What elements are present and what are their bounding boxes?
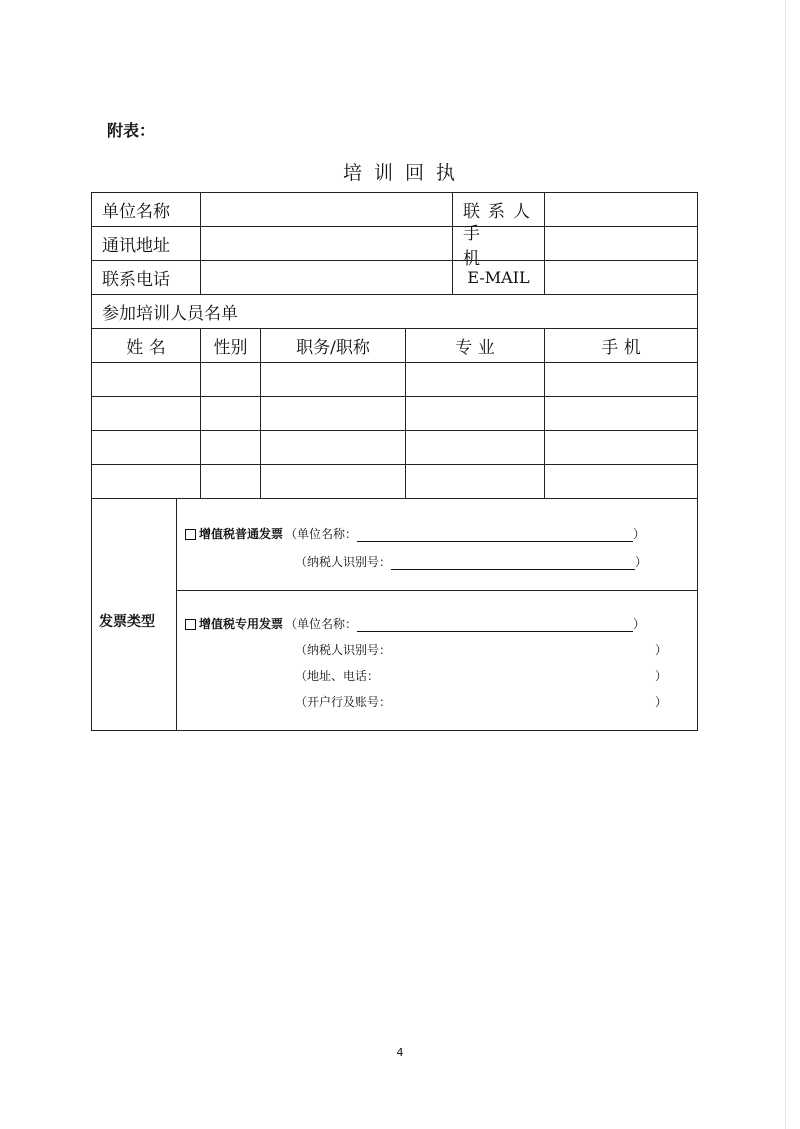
appendix-label: 附表： [107, 121, 156, 140]
col-header-major: 专 业 [405, 328, 545, 363]
table-cell[interactable] [200, 362, 261, 397]
ordinary-taxpayer-id-label: （纳税人识别号： [295, 555, 392, 569]
document-title: 培训回执 [342, 162, 467, 184]
special-unit-close: ） [633, 617, 646, 631]
special-invoice-unit-line [185, 615, 645, 632]
special-invoice-block [176, 590, 698, 731]
table-cell[interactable] [260, 362, 406, 397]
mobile-label: 手机 [452, 226, 545, 261]
special-taxid-close: ） [655, 643, 668, 657]
training-receipt-form [91, 192, 698, 731]
address-field[interactable] [200, 226, 453, 261]
ordinary-invoice-taxid-line [295, 553, 647, 570]
special-bank-account-label: （开户行及账号： [295, 695, 392, 709]
special-bank-line [295, 693, 391, 710]
special-invoice-checkbox[interactable] [185, 619, 196, 630]
table-cell[interactable] [91, 362, 201, 397]
table-cell[interactable] [200, 464, 261, 499]
unit-name-label: 单位名称 [91, 192, 201, 227]
col-header-gender: 性别 [200, 328, 261, 363]
special-address-close: ） [655, 669, 668, 683]
special-invoice-name: 增值税专用发票 [199, 617, 284, 631]
table-cell[interactable] [544, 464, 698, 499]
table-cell[interactable] [405, 464, 545, 499]
ordinary-unit-name-blank[interactable] [357, 529, 633, 542]
table-cell[interactable] [405, 362, 545, 397]
mobile-field[interactable] [544, 226, 698, 261]
special-address-line [295, 667, 379, 684]
table-cell[interactable] [91, 396, 201, 431]
ordinary-taxid-close: ） [635, 555, 648, 569]
table-cell[interactable] [260, 430, 406, 465]
table-cell[interactable] [544, 396, 698, 431]
address-label: 通讯地址 [91, 226, 201, 261]
special-bank-close: ） [655, 695, 668, 709]
table-cell[interactable] [544, 362, 698, 397]
phone-label: 联系电话 [91, 260, 201, 295]
ordinary-unit-close: ） [633, 527, 646, 541]
phone-field[interactable] [200, 260, 453, 295]
ordinary-unit-name-label: （单位名称： [285, 527, 358, 541]
unit-name-field[interactable] [200, 192, 453, 227]
special-taxid-line [295, 641, 391, 658]
ordinary-taxpayer-id-blank[interactable] [391, 557, 635, 570]
invoice-type-label-cell [91, 498, 177, 731]
col-header-mobile: 手 机 [544, 328, 698, 363]
email-label: E-MAIL [452, 260, 545, 295]
ordinary-invoice-unit-line [185, 525, 645, 542]
col-header-position: 职务/职称 [260, 328, 406, 363]
invoice-section [91, 498, 698, 731]
ordinary-invoice-checkbox[interactable] [185, 529, 196, 540]
table-cell[interactable] [91, 430, 201, 465]
table-cell[interactable] [260, 396, 406, 431]
table-cell[interactable] [200, 396, 261, 431]
contact-person-field[interactable] [544, 192, 698, 227]
special-address-phone-label: （地址、电话： [295, 669, 380, 683]
special-taxpayer-id-label: （纳税人识别号： [295, 643, 392, 657]
table-cell[interactable] [405, 396, 545, 431]
special-unit-name-blank[interactable] [357, 619, 633, 632]
col-header-name: 姓 名 [91, 328, 201, 363]
contact-person-label: 联系人 [452, 192, 545, 227]
attendees-section-label: 参加培训人员名单 [91, 294, 698, 329]
table-cell[interactable] [91, 464, 201, 499]
email-field[interactable] [544, 260, 698, 295]
page-number: 4 [396, 1046, 404, 1059]
ordinary-invoice-block [176, 498, 698, 591]
special-unit-name-label: （单位名称： [285, 617, 358, 631]
ordinary-invoice-name: 增值税普通发票 [199, 527, 284, 541]
table-cell[interactable] [260, 464, 406, 499]
table-cell[interactable] [544, 430, 698, 465]
table-cell[interactable] [405, 430, 545, 465]
table-cell[interactable] [200, 430, 261, 465]
invoice-type-label: 发票类型 [99, 614, 155, 630]
